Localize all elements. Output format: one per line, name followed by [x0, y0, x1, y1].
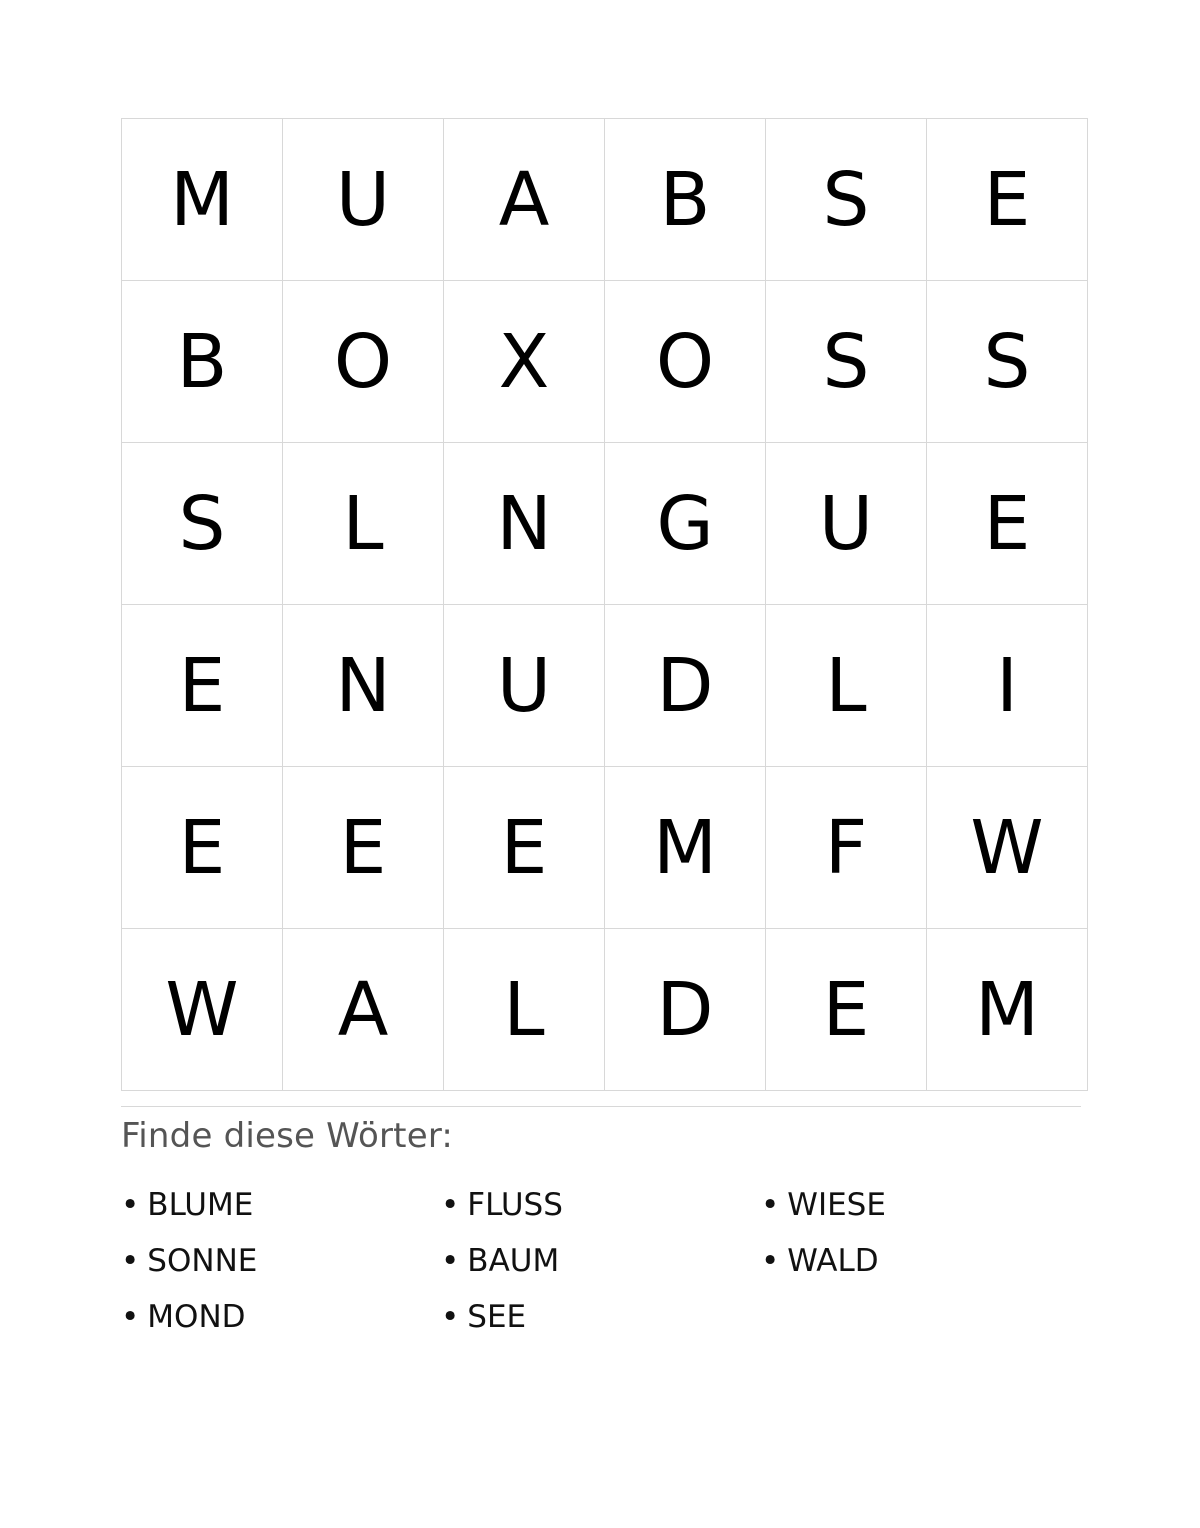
grid-row — [122, 929, 1088, 1091]
grid-cell[interactable]: S — [766, 119, 927, 281]
list-item[interactable] — [441, 1178, 761, 1234]
grid-cell[interactable]: S — [927, 281, 1088, 443]
grid-cell[interactable]: O — [605, 281, 766, 443]
grid-row — [122, 119, 1088, 281]
word-label: BLUME — [147, 1187, 254, 1223]
grid-cell[interactable]: I — [927, 605, 1088, 767]
bullet-icon: • — [761, 1242, 780, 1279]
grid-cell[interactable]: L — [283, 443, 444, 605]
grid-cell[interactable]: B — [605, 119, 766, 281]
grid-cell[interactable]: L — [444, 929, 605, 1091]
grid-cell[interactable]: S — [122, 443, 283, 605]
grid-cell[interactable]: E — [444, 767, 605, 929]
list-item[interactable] — [121, 1234, 441, 1290]
grid-row — [122, 443, 1088, 605]
bullet-icon: • — [121, 1298, 140, 1335]
list-item[interactable] — [441, 1290, 761, 1346]
grid-cell[interactable]: N — [444, 443, 605, 605]
bullet-icon: • — [121, 1187, 140, 1223]
grid-cell[interactable]: U — [283, 119, 444, 281]
grid-cell[interactable]: O — [283, 281, 444, 443]
grid-cell[interactable]: F — [766, 767, 927, 929]
bullet-icon: • — [761, 1187, 780, 1223]
grid-cell[interactable]: A — [444, 119, 605, 281]
grid-cell[interactable]: E — [283, 767, 444, 929]
grid-cell[interactable]: A — [283, 929, 444, 1091]
list-item[interactable] — [441, 1234, 761, 1290]
grid-cell[interactable]: E — [122, 767, 283, 929]
word-label: SEE — [467, 1298, 527, 1335]
grid-cell[interactable]: B — [122, 281, 283, 443]
section-divider — [121, 1106, 1081, 1107]
word-label: BAUM — [467, 1242, 560, 1279]
bullet-icon: • — [441, 1298, 460, 1335]
grid-cell[interactable]: U — [444, 605, 605, 767]
grid-cell[interactable]: E — [927, 119, 1088, 281]
word-label: MOND — [147, 1298, 246, 1335]
word-label: WIESE — [787, 1187, 886, 1223]
bullet-icon: • — [121, 1242, 140, 1279]
grid-cell[interactable]: G — [605, 443, 766, 605]
word-label: WALD — [787, 1242, 879, 1279]
bullet-icon: • — [441, 1242, 460, 1279]
word-list-title: Finde diese Wörter: — [121, 1116, 454, 1156]
word-list-column — [121, 1178, 441, 1345]
grid-cell[interactable]: M — [122, 119, 283, 281]
grid-cell[interactable]: U — [766, 443, 927, 605]
word-list-column — [441, 1178, 761, 1345]
grid-cell[interactable]: E — [122, 605, 283, 767]
grid-row — [122, 605, 1088, 767]
grid-cell[interactable]: D — [605, 929, 766, 1091]
word-search-grid — [121, 118, 1088, 1091]
list-item[interactable] — [121, 1290, 441, 1346]
word-search-grid-container — [121, 118, 1081, 1091]
grid-cell[interactable]: W — [122, 929, 283, 1091]
word-label: SONNE — [147, 1242, 258, 1279]
grid-row — [122, 281, 1088, 443]
list-item[interactable] — [761, 1178, 1081, 1234]
grid-cell[interactable]: E — [927, 443, 1088, 605]
word-list-column — [761, 1178, 1081, 1290]
grid-cell[interactable]: L — [766, 605, 927, 767]
grid-cell[interactable]: D — [605, 605, 766, 767]
word-label: FLUSS — [467, 1187, 563, 1223]
grid-row — [122, 767, 1088, 929]
grid-cell[interactable]: X — [444, 281, 605, 443]
word-list-columns — [121, 1178, 1081, 1345]
grid-cell[interactable]: W — [927, 767, 1088, 929]
grid-cell[interactable]: M — [605, 767, 766, 929]
grid-cell[interactable]: S — [766, 281, 927, 443]
word-list-section — [121, 1116, 1081, 1345]
grid-cell[interactable]: E — [766, 929, 927, 1091]
list-item[interactable] — [761, 1234, 1081, 1290]
grid-cell[interactable]: M — [927, 929, 1088, 1091]
grid-cell[interactable]: N — [283, 605, 444, 767]
list-item[interactable] — [121, 1178, 441, 1234]
bullet-icon: • — [441, 1187, 460, 1223]
